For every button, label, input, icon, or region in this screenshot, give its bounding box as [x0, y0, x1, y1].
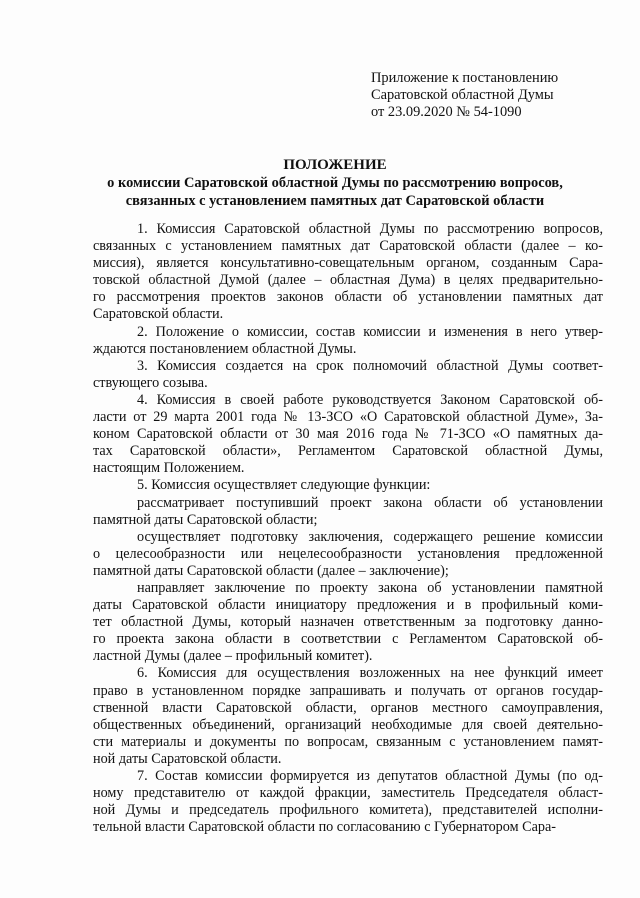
paragraph-line: ствующего созыва. — [93, 374, 208, 391]
paragraph — [93, 580, 603, 665]
paragraph-line: го рассмотрения проектов законов области об установлении памятных дат — [93, 289, 603, 306]
appendix-line: от 23.09.2020 № 54-1090 — [371, 104, 522, 120]
paragraph-line: 5. Комиссия осуществляет следующие функции: — [137, 477, 431, 494]
paragraph — [93, 495, 603, 529]
paragraph-line: общественных объединений, организаций необходимые для своей деятельно- — [93, 716, 603, 733]
paragraph — [93, 665, 603, 768]
paragraph — [93, 768, 603, 836]
paragraph-line: 1. Комиссия Саратовской областной Думы по рассмотрению вопросов, — [137, 221, 603, 237]
paragraph-line: связанных с установлением памятных дат Саратовской области (далее – ко- — [93, 238, 603, 255]
document-body — [93, 221, 603, 836]
paragraph-line: товской областной Думой (далее – областная Дума) в целях предварительно- — [93, 272, 603, 289]
paragraph — [93, 529, 603, 580]
paragraph-line: сти материалы и документы по вопросам, связанным с установлением памят- — [93, 733, 603, 750]
paragraph-line: рассматривает поступивший проект закона области об установлении — [137, 494, 603, 511]
paragraph-line: тах Саратовской области», Регламентом Саратовской областной Думы, — [93, 443, 603, 460]
paragraph-line: ласти от 29 марта 2001 года № 13-ЗСО «О Саратовской областной Думе», За- — [93, 409, 603, 426]
paragraph — [93, 358, 603, 392]
paragraph-line: о целесообразности или нецелесообразности установления предложенной — [93, 545, 603, 562]
paragraph-line: 2. Положение о комиссии, состав комиссии и изменения в него утвер- — [137, 323, 603, 340]
paragraph — [93, 392, 603, 477]
paragraph-line: 7. Состав комиссии формируется из депутатов областной Думы (по од- — [137, 768, 603, 784]
paragraph — [93, 477, 603, 494]
paragraph-line: тет областной Думы, который назначен ответственным за подготовку данно- — [93, 614, 603, 631]
paragraph-line: ной Думы и председатель профильного комитета), представителей исполни- — [93, 802, 603, 819]
title-subtitle: о комиссии Саратовской областной Думы по рассмотрению вопросов, — [107, 175, 563, 191]
appendix-reference — [371, 70, 621, 121]
paragraph-line: ждаются постановлением областной Думы. — [93, 340, 357, 357]
appendix-line: Саратовской областной Думы — [371, 87, 554, 103]
paragraph — [93, 324, 603, 358]
paragraph-line: миссия), является консультативно-совещательным органом, созданным Сара- — [93, 255, 603, 272]
appendix-line: Приложение к постановлению — [371, 70, 559, 86]
paragraph-line: ственной власти Саратовской области, органов местного самоуправления, — [93, 699, 603, 716]
paragraph-line: Саратовской области. — [93, 306, 224, 323]
paragraph-line: го проекта закона области в соответствии с Регламентом Саратовской об- — [93, 631, 603, 648]
paragraph-line: 3. Комиссия создается на срок полномочий областной Думы соответ- — [137, 357, 603, 374]
document-title — [70, 156, 600, 210]
paragraph-line: осуществляет подготовку заключения, содержащего решение комиссии — [137, 528, 603, 545]
paragraph — [93, 221, 603, 324]
paragraph-line: ластной Думы (далее – профильный комитет). — [93, 648, 373, 665]
paragraph-line: 4. Комиссия в своей работе руководствуется Законом Саратовской об- — [137, 391, 603, 408]
paragraph-line: 6. Комиссия для осуществления возложенных на нее функций имеет — [137, 665, 603, 682]
paragraph-line: ной даты Саратовской области. — [93, 750, 282, 767]
title-heading: ПОЛОЖЕНИЕ — [283, 157, 387, 173]
paragraph-line: право в установленном порядке запрашивать и получать от органов государ- — [93, 682, 603, 699]
paragraph-line: ному представителю от каждой фракции, заместитель Председателя област- — [93, 785, 603, 802]
paragraph-line: коном Саратовской области от 30 мая 2016 года № 71-ЗСО «О памятных да- — [93, 426, 603, 443]
paragraph-line: направляет заключение по проекту закона об установлении памятной — [137, 579, 603, 596]
paragraph-line: даты Саратовской области инициатору предложения и в профильный коми- — [93, 597, 603, 614]
paragraph-line: памятной даты Саратовской области (далее – заключение); — [93, 562, 449, 579]
title-subtitle: связанных с установлением памятных дат Саратовской области — [125, 193, 545, 209]
paragraph-line: настоящим Положением. — [93, 460, 245, 477]
paragraph-line: памятной даты Саратовской области; — [93, 511, 318, 528]
paragraph-line: тельной власти Саратовской области по согласованию с Губернатором Сара- — [93, 819, 556, 836]
